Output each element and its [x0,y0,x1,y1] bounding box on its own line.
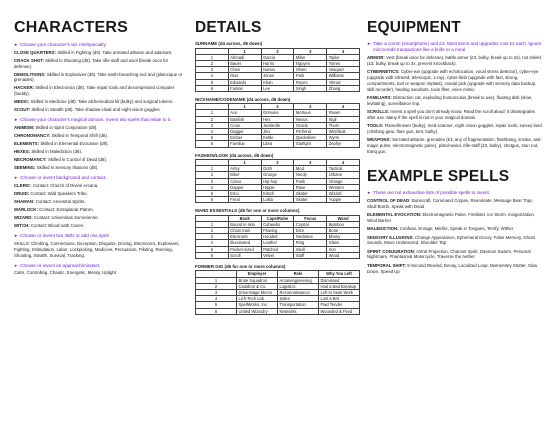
table-cell: Farkas [228,85,261,91]
entry-desc: Cyber-ear (upgrade with echolocation, vocal stress detector), cyber-eye (upgrade with infrared, telescopic, x-ray), cyber-limb (upgrade with fast, strong, compartments, tool or weapon implant), cranial jack (upgrade with sensory data backup, skill recorder), healing nanobots, toxin filter, voice mimic. [367,69,539,92]
entry-desc: Skilled in Sensory Illusions (d8). [36,165,99,171]
table-cell: Staff [294,252,327,258]
surname-table-title: SURNAME (d4 across, d6 down) [195,41,263,47]
table-header-cell: 4 [327,159,360,165]
table-cell: Familiar [228,141,261,147]
entry-item [14,157,184,163]
table-cell: 3 [196,178,229,184]
table-cell: United Wizardry [237,308,278,314]
table-cell: Ring [294,240,327,246]
entry-item [14,207,184,213]
skills-prompt: ► Choose or invent two skills or add one spell. [14,233,110,239]
entry-name: CLOSE QUARTERS: [14,49,56,55]
details-heading: DETAILS [195,19,262,36]
table-cell: Cauldron & Co. [237,283,278,289]
table-cell: Miller [294,54,327,60]
entry-desc: Skilled in Medicine (d8). Take alchemedical kit (bulky) and surgical tokens. [30,99,174,105]
table-cell: Bauer [228,60,261,66]
entry-desc: Contact: Extraplanar Patron. [39,207,94,213]
fashion-table-title: FASHION/LOOK (d4 across, d6 down) [195,152,274,158]
entry-name: WEAPONS: [367,137,391,143]
entry-desc: Skilled in Stealth (d8). Take shadow-cloak and night vision goggles. [31,107,161,113]
table-cell: Taylor [327,54,360,60]
table-cell: 1 [196,221,229,227]
table-cell: 4 [196,184,229,190]
table-cell: 1 [196,110,229,116]
table-cell: 4 [196,73,229,79]
table-cell: Western [327,184,360,190]
entry-item [367,198,542,210]
table-cell: Wizard [327,190,360,196]
entry-item [14,50,184,56]
table-cell: 3 [196,234,229,240]
entry-item [14,165,184,171]
entry-item [14,58,184,70]
table-cell: Transportation [278,302,319,308]
arrow-bullet-icon: ► [14,117,19,123]
entry-desc: Astral Projection, Channel Spirit, Daemon Swarm, Personal Nightmare, Phantasmal Motorcycle, Traverse the Aether [367,248,531,260]
table-cell: Bound in skin [228,221,261,227]
entry-desc: Distraction cat, exploding homunculus (break to use), floating disk (slow, levitating), surveillance imp. [367,94,532,106]
characters-column [14,0,184,279]
entry-name: ANIMISM: [14,125,35,131]
table-cell: Pocket-sized [228,246,261,252]
table-header-cell: 4 [327,104,360,110]
entry-desc: Contact: Universitas Sorcerienne. [34,215,99,221]
table-cell: Dismissed [319,277,360,283]
table-cell: Zephyr [327,141,360,147]
table-header-cell: Focus [294,215,327,221]
table-cell: Mortuus [294,110,327,116]
table-header-cell: 1 [228,104,261,110]
table-cell: Basilisk [228,116,261,122]
table-cell: Mod [294,166,327,172]
table-cell: Patched [261,246,294,252]
table-cell: Networks [278,308,319,314]
table-cell: Electronic [228,234,261,240]
table-row [196,308,360,314]
table-header-cell: 3 [294,159,327,165]
entry-item [367,123,542,135]
entry-item [367,55,542,67]
table-cell: Dice [294,228,327,234]
table-cell: Williams [327,73,360,79]
table-cell: Olsen [294,67,327,73]
table-header-cell: 1 [228,159,261,165]
entry-desc: Contact: Church of Divine Arcana. [32,183,99,189]
table-row [196,252,360,258]
table-cell: 2 [196,116,229,122]
table-cell: 6 [196,141,229,147]
table-cell: Singh [294,85,327,91]
table-cell: Paid Tender [319,302,360,308]
entry-name: CHRONOMANCY: [14,133,51,139]
table-cell: Ahmadi [228,54,261,60]
entry-name: MALEDICTION: [367,226,399,232]
role-prompt: ► Choose your character's wiz role/specialty. [14,41,107,47]
table-cell: Hip-hop [261,178,294,184]
entry-item [367,263,542,275]
table-cell: 6 [196,85,229,91]
table-cell: Grimoire [261,110,294,116]
table-cell: Chain mail [228,228,261,234]
table-cell: Arcanengineering [278,277,319,283]
table-cell: Rave [294,184,327,190]
table-cell: Tactical [327,166,360,172]
entry-item [367,235,542,247]
table-cell: 3 [196,122,229,128]
approach-text: Calm, Controlling, Chaotic, Energetic, Messy, Uptight [14,270,117,276]
wand-table-title: WAND ESSENTIALS (d6 for one or more columns) [195,208,300,214]
table-cell: Goth [261,166,294,172]
entry-name: CLERIC: [14,183,32,189]
table-header-cell: Cape/Robe [261,215,294,221]
spells-list [367,198,542,274]
entry-item [367,249,542,261]
entry-name: HEXES: [14,149,31,155]
table-cell: 2 [196,228,229,234]
table-cell: Biker [228,172,261,178]
table-cell: Crystal [294,221,327,227]
table-cell: 1 [196,54,229,60]
table-cell: Garcia [261,54,294,60]
table-cell: Iron [327,246,360,252]
table-cell: Glass [327,240,360,246]
table-header-cell: 4 [327,48,360,54]
table-cell: Quicksilver [294,135,327,141]
table-cell: Park [294,73,327,79]
table-cell: Jones [261,73,294,79]
table-cell: Reyes [294,79,327,85]
table-cell: Yilmaz [327,79,360,85]
background-prompt: ► Choose or invent background and contact. [14,175,107,181]
table-cell: Brute Squadron [237,277,278,283]
table-cell: Ebony [327,234,360,240]
equipment-list [367,55,542,154]
table-cell: Vasquez [327,67,360,73]
table-cell: Cobwebs [261,221,294,227]
table-cell: Diaz [228,73,261,79]
entry-name: WARLOCK: [14,207,38,213]
entry-desc: Confuse, Enrage, Misfire, Speak in Tongues, Terrify, Wither [399,226,514,232]
table-cell: Dagger [228,129,261,135]
entry-name: TEMPORAL SHIFT: [367,262,407,268]
table-cell: Emo [228,190,261,196]
table-cell: Ember [228,135,261,141]
table-cell: Drive-Mage Mercs [237,289,278,295]
table-cell: Leather [261,240,294,246]
table-cell: Lost a Bet [319,296,360,302]
role-list [14,50,184,113]
example-spells-heading: EXAMPLE SPELLS [367,167,510,185]
table-cell: 5 [196,190,229,196]
arrow-bullet-icon: ► [14,262,19,268]
table-cell: Flowing [261,228,294,234]
table-cell: Punk [294,178,327,184]
entry-name: SENSORY ILLUSIONS: [367,234,414,240]
table-cell: Wounded & Fired [319,308,360,314]
entry-item [367,109,542,121]
table-header-cell: Employer [237,271,278,277]
former-gig-table-title: FORMER GIG (d6 for one or more columns) [195,264,286,270]
table-header-cell: 2 [261,159,294,165]
entry-name: WIZARD: [14,215,33,221]
entry-item [14,107,184,113]
table-cell: Grunge [261,172,294,178]
table-cell: Urbane [327,172,360,178]
table-cell: Raven [327,110,360,116]
entry-item [367,137,542,154]
entry-desc: Contact: Blood-oath Coven. [30,223,85,229]
table-cell: Reconnaissance [278,289,319,295]
spells-prompt: ► These are not exhaustive lists of possible spells to invent. [367,189,491,195]
table-cell: Jinx [261,129,294,135]
table-header-cell: Why You Left [319,271,360,277]
table-cell: Oracle [294,122,327,128]
table-cell: Camo [228,178,261,184]
table-cell: Ace [228,110,261,116]
table-cell: Zhang [327,85,360,91]
entry-desc: Bonecraft, Command Corpse, Reanimate, Message Bear Trap, Skull Bomb, Speak with Dead [367,197,534,209]
arrow-bullet-icon: ► [14,175,19,181]
entry-name: FAMILIARS: [367,94,392,100]
domain-prompt: ► Choose your character's magical domain. Invent two spells that relate to it. [14,117,172,123]
entry-item [14,199,184,205]
table-cell: Sigil [327,116,360,122]
entry-desc: Skilled in Malediction (d8). [31,149,83,155]
table-cell: Lich-Tech Lab [237,296,278,302]
table-row [196,85,360,91]
table-cell: Pit-fiend [294,129,327,135]
arrow-bullet-icon: ► [367,41,372,47]
table-cell: Hippie [261,184,294,190]
table-header-cell: Book [228,215,261,221]
nickname-table [195,103,360,147]
table-header-cell: 1 [228,48,261,54]
table-cell: 4 [196,296,237,302]
entry-name: ARMOR: [367,55,385,61]
table-cell: Nguyen [294,60,327,66]
table-header-cell: 3 [294,104,327,110]
table-cell: 3 [196,289,237,295]
entry-item [14,215,184,221]
equipment-column [367,0,542,277]
table-cell: 5 [196,79,229,85]
table-cell: Harris [261,60,294,66]
wand-table [195,215,360,259]
entry-name: CONTROL OF DEAD: [367,197,411,203]
skills-text: SKILLS: Climbing, Connections, Deception, Disguise, Driving, Electronics, Explosives, Fighting, Intimidation, Labor, Lockpicking, Medicine, Persuasion, Piloting, Running, Shooting, Stealth, Survival, Tracking. [14,241,180,258]
entry-name: CRACK SHOT: [14,57,44,63]
table-cell: Wyrm [327,135,360,141]
characters-heading: CHARACTERS [14,19,128,36]
table-cell: Ivanov [261,67,294,73]
table-cell: Necklace [294,234,327,240]
table-cell: Velvet [261,252,294,258]
table-cell: Libra [261,141,294,147]
table-cell: Nerdy [294,172,327,178]
entry-name: WITCH: [14,223,30,229]
table-cell: 2 [196,283,237,289]
table-cell: Lee [261,85,294,91]
entry-item [14,72,184,84]
entry-name: SCOUT: [14,107,31,113]
arrow-bullet-icon: ► [14,233,19,239]
table-cell: Sales [278,296,319,302]
equipment-heading: EQUIPMENT [367,19,461,36]
entry-desc: Skilled in Temporal Shift (d8). [51,133,108,139]
table-cell: 1 [196,277,237,283]
entry-desc: Contact: Ancestral Spirits. [35,199,86,205]
entry-desc: Serrated athame, grenades (£3, any of fragmentation, flashbang, smoke, anti-magic pulse, electromagnetic pulse), pistol-wand, rifle-staff (£3, bulky), shotgun, stun rod, tranq gun. [367,137,542,154]
table-row [196,197,360,203]
table-cell: 5 [196,135,229,141]
table-cell: Illuminated [228,240,261,246]
table-cell: Bamboo [327,221,360,227]
table-cell: Wood [327,252,360,258]
entry-item [14,85,184,97]
table-cell: 4 [196,129,229,135]
entry-name: HACKER: [14,85,35,91]
table-cell: 5 [196,302,237,308]
entry-desc: Skilled in Shooting (d8). Take rifle-staff and wool (break once for defense). [14,57,169,69]
table-cell: 6 [196,197,229,203]
entry-item [367,95,542,107]
table-cell: Vintage [327,178,360,184]
entry-name: CYBERNETICS: [367,69,400,75]
entry-name: TOOLS: [367,123,384,129]
entry-name: DEMOLITIONS: [14,71,46,77]
surname-table [195,48,360,92]
table-header-cell: Role [278,271,319,277]
entry-item [367,212,542,224]
entry-desc: Flamethrower (bulky), med scanner, night vision goggles, repair tools, survey land (climbing gear, flare gun, tent, bulky). [367,123,542,134]
table-cell: Lolita [261,197,294,203]
table-cell: Thorn [327,122,360,128]
table-cell: Khan [261,79,294,85]
table-cell: Logistics [278,283,319,289]
table-cell: Chen [228,67,261,73]
entry-item [14,125,184,131]
table-cell: Starlight [294,141,327,147]
entry-name: ELEMENTAL EVOCATION: [367,212,422,218]
table-cell: Artsy [228,166,261,172]
table-cell: Hooded [261,234,294,240]
entry-desc: Skilled in Explosives (d8). Take earth-breaching tool and (plaincique or grenades). [14,71,183,83]
entry-desc: Vest (break once for defense), battle armor (£3, bulky, break up to 2x), riot shield (£3, bulky, break up to 3x, prevent knockback). [367,55,541,66]
former-gig-table [195,270,360,314]
table-cell: Left to Seek Work [319,289,360,295]
table-cell: 2 [196,172,229,178]
entry-desc: Contact: Wild Speakers Tribe. [30,191,88,197]
entry-item [367,69,542,92]
entry-item [14,191,184,197]
background-list [14,183,184,229]
entry-item [367,226,542,232]
table-cell: Crow [228,122,261,128]
entry-desc: Skilled in Fighting (d8). Take armated athame and adamant. [57,49,173,55]
table-cell: 6 [196,308,237,314]
table-header-cell: Wand [327,215,360,221]
entry-item [14,133,184,139]
table-cell: 3 [196,67,229,73]
table-cell: SpellWorks, Inc. [237,302,278,308]
table-cell: Edwards [228,79,261,85]
entry-name: SCROLLS: [367,109,390,115]
table-cell: Kitsch [261,190,294,196]
entry-item [14,149,184,155]
entry-item [14,223,184,229]
entry-desc: Skilled in Control of Dead (d8). [47,157,108,163]
table-cell: Skull [294,246,327,252]
entry-item [14,141,184,147]
table-cell: Kettle [261,135,294,141]
table-cell: Skater [294,190,327,196]
table-cell: Torres [327,60,360,66]
details-column [195,0,360,315]
table-cell: Had a Bad Breakup [319,283,360,289]
table-cell: Hex [261,116,294,122]
approach-prompt: ► Choose or invent an approach/mindset. [14,262,101,268]
entry-name: SEEMING: [14,165,36,171]
table-cell: 2 [196,60,229,66]
entry-name: DRUID: [14,191,30,197]
table-cell: Witchbolt [327,129,360,135]
table-cell: 1 [196,166,229,172]
entry-desc: Change Appearance, Ephemeral Decoy, False Memory, Ghost Sounds, Move Undetected, Shoulder Tap [367,234,535,246]
nickname-table-title: NICKNAME/CODENAME (d4 across, d6 down) [195,96,291,102]
table-header-cell: 2 [261,104,294,110]
entry-desc: Skilled in Electronics (d8). Take repair tools and decompessed computer (buddy). [14,85,175,97]
table-cell: 5 [196,246,229,252]
entry-item [14,183,184,189]
arrow-bullet-icon: ► [367,189,372,195]
equipment-prompt: ► Take a comm (smartphone) and £3. Most items and upgrades cost £1 each. Ignore microcredit transactions like a knife or a meal. [367,41,542,53]
entry-desc: 5-Second Rewind, Decay, Localized Loop, Momentary Stutter, Slow Down, Speed Up [367,262,538,274]
table-cell: Nexus [294,116,327,122]
table-cell: Yuppie [327,197,360,203]
entry-desc: Skilled in Spirit Conjuration (d8). [35,125,98,131]
entry-desc: Skilled in Elemental Evocation (d8). [40,141,109,147]
entry-name: ELEMENTS: [14,141,40,147]
entry-desc: Electromagnetic Pulse, Fireblast, Ice Storm, Invigorization, Wind Barrier [367,212,536,223]
entry-name: SPIRIT CONJURATION: [367,248,416,254]
entry-name: MEDIC: [14,99,30,105]
fashion-table [195,159,360,203]
entry-name: NECROMANCY: [14,157,47,163]
table-cell: Bone [327,228,360,234]
table-header-cell: 3 [294,48,327,54]
table-cell: 4 [196,240,229,246]
entry-item [14,99,184,105]
table-cell: Jackknife [261,122,294,128]
table-cell: Dapper [228,184,261,190]
table-cell: 6 [196,252,229,258]
table-row [196,141,360,147]
table-cell: Scroll [228,252,261,258]
table-header-cell: 2 [261,48,294,54]
table-cell: Skater [294,197,327,203]
table-cell: Feral [228,197,261,203]
domain-list [14,125,184,171]
entry-name: SHAMAN: [14,199,35,205]
entry-desc: Invent a spell you don't already know. Read the scroll aloud; it disintegrates after use. Many if the spell is not in your magical domain. [367,109,535,120]
arrow-bullet-icon: ► [14,41,19,47]
